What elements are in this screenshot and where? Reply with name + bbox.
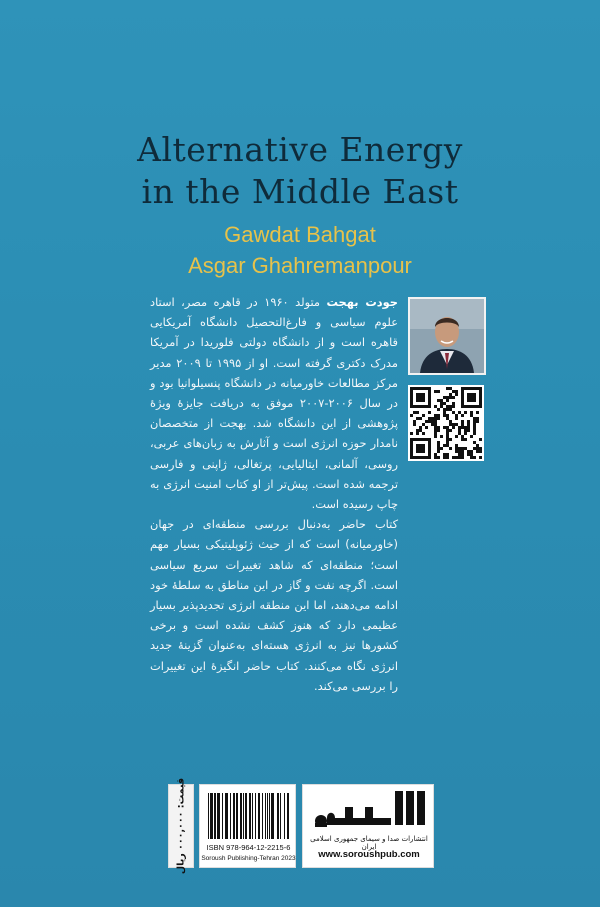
book-title-line-2: in the Middle East — [141, 172, 459, 211]
publisher-imprint: Soroush Publishing-Tehran 2023 — [201, 855, 296, 862]
isbn-barcode — [199, 784, 296, 868]
barcode-icon — [206, 791, 291, 841]
bio-text: متولد ۱۹۶۰ در قاهره مصر، استاد علوم سیاسی و فارغ‌التحصیل دانشگاه آمریکایی قاهره است و از دانشگاه دولتی فلوریدا در آمریکا مدرک دکتری گرفته است. او از ۱۹۹۵ تا ۲۰۰۹ مدیر مرکز مطالعات خاورمیانه در دانشگاه پنسیلوانیا بود و در سال ۲۰۰۶-۲۰۰۷ موفق به دریافت جایزهٔ ویژهٔ پژوهشی از این دانشگاه شد. بهجت از متخصصان نامدار حوزه انرژی است و آثارش به زبان‌های عربی، روسی، آلمانی، ایتالیایی، پرتغالی، ژاپنی و فارسی ترجمه شده است. پیش‌تر از او کتاب امنیت انرژی به چاپ رسیده است. — [150, 295, 398, 512]
soroush-logo-icon — [303, 785, 435, 835]
price-label — [168, 777, 194, 875]
author-name-2: Asgar Ghahremanpour — [188, 253, 412, 278]
bio-paragraph-2: کتاب حاضر به‌دنبال بررسی منطقه‌ای در جهان (خاورمیانه) است که از حیث ژئوپلیتیکی بسیار مهم است؛ منطقه‌ای که شاهد تغییرات سریع سیاسی است. اگرچه نفت و گاز در این مناطق به سلطهٔ خود ادامه می‌دهند، اما این منطقه انرژی تجدیدپذیر بسیار عظیمی دارد که هنوز کشف نشده است و برخی کشورها نیز به انرژی هسته‌ای به‌عنوان گزینهٔ جدید انرژی نگاه می‌کنند. کتاب حاضر انگیزهٔ این تغییرات را بررسی می‌کند. — [150, 517, 398, 693]
author-name-1: Gawdat Bahgat — [224, 222, 376, 247]
book-title-line-1: Alternative Energy — [137, 130, 463, 169]
author-biography — [150, 292, 398, 696]
price-text: قیمت: ۰۰۰,۰۰۰ ریال — [175, 777, 187, 875]
bio-author-name: جودت بهجت — [326, 295, 398, 309]
bio-paragraph-1 — [150, 292, 398, 514]
publisher-logo-box — [302, 784, 434, 868]
author-portrait-icon — [410, 299, 484, 373]
publisher-website[interactable]: www.soroushpub.com — [318, 849, 420, 860]
isbn-number: ISBN 978-964-12-2215-6 — [206, 843, 291, 852]
author-photo — [408, 297, 486, 375]
qr-code-icon — [410, 387, 482, 459]
qr-code[interactable] — [408, 385, 484, 461]
publisher-subtitle: انتشارات صدا و سیمای جمهوری اسلامی ایران — [310, 835, 428, 851]
